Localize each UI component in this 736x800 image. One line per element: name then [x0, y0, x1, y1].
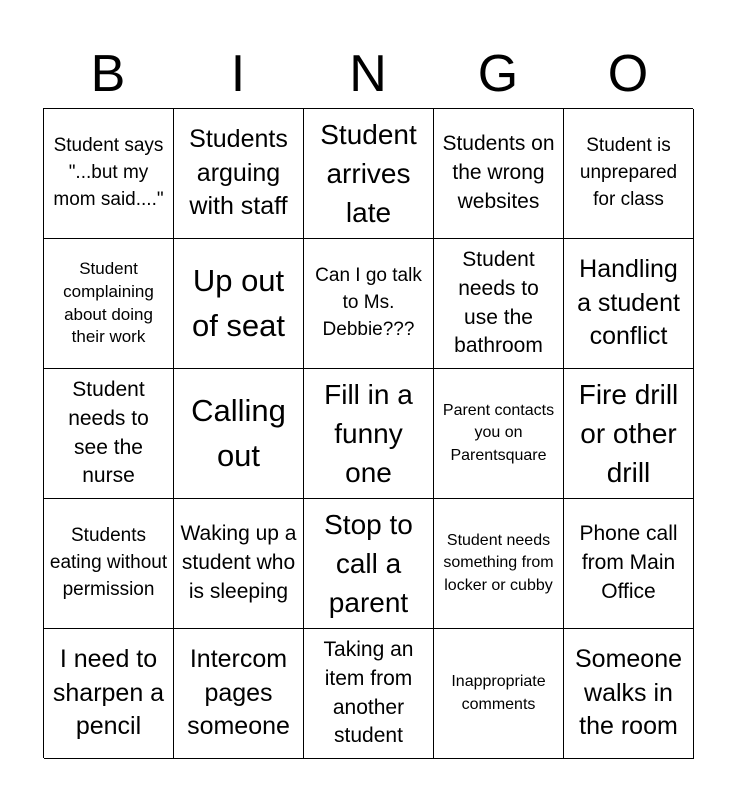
cell-text: Intercom pages someone: [187, 644, 290, 741]
bingo-cell[interactable]: [174, 109, 304, 239]
cell-text: Can I go talk to Ms. Debbie???: [315, 265, 422, 340]
cell-text: I need to sharpen a pencil: [52, 644, 165, 741]
cell-text: Student needs to use the bathroom: [454, 247, 543, 358]
bingo-cell[interactable]: [304, 239, 434, 369]
cell-text: Fill in a funny one: [324, 378, 413, 489]
bingo-cell[interactable]: [174, 369, 304, 499]
bingo-cell[interactable]: [44, 629, 174, 759]
bingo-cell[interactable]: [44, 109, 174, 239]
cell-text: Student needs something from locker or cubby: [443, 532, 554, 594]
bingo-cell[interactable]: [434, 499, 564, 629]
bingo-cell[interactable]: [434, 109, 564, 239]
cell-text: Student says "...but my mom said....": [53, 135, 164, 210]
cell-text: Calling out: [191, 393, 286, 473]
cell-text: Student is unprepared for class: [579, 135, 678, 210]
cell-text: Students eating without permission: [49, 525, 168, 600]
header-letter-o: O: [607, 45, 649, 103]
bingo-cell[interactable]: [564, 109, 694, 239]
bingo-cell[interactable]: [304, 369, 434, 499]
header-letter-n: N: [349, 45, 387, 103]
cell-text: Phone call from Main Office: [579, 522, 678, 603]
bingo-cell[interactable]: [564, 499, 694, 629]
cell-text: Someone walks in the room: [574, 644, 683, 741]
bingo-cell[interactable]: [564, 369, 694, 499]
cell-text: Fire drill or other drill: [578, 378, 679, 489]
cell-text: Up out of seat: [191, 263, 286, 343]
bingo-cell[interactable]: [44, 239, 174, 369]
header-letter-b: B: [90, 45, 126, 103]
bingo-board: [43, 108, 693, 758]
cell-text: Parent contacts you on Parentsquare: [442, 402, 555, 464]
bingo-cell[interactable]: [564, 239, 694, 369]
bingo-cell[interactable]: [174, 499, 304, 629]
cell-text: Stop to call a parent: [324, 508, 413, 619]
cell-text: Inappropriate comments: [451, 673, 546, 713]
cell-text: Student arrives late: [320, 118, 417, 229]
bingo-cell[interactable]: [174, 239, 304, 369]
bingo-cell[interactable]: [304, 499, 434, 629]
cell-text: Student complaining about doing their work: [63, 258, 154, 347]
bingo-header: [43, 40, 693, 108]
bingo-cell[interactable]: [434, 629, 564, 759]
bingo-cell[interactable]: [174, 629, 304, 759]
bingo-cell[interactable]: [44, 499, 174, 629]
bingo-cell[interactable]: [434, 369, 564, 499]
cell-text: Student needs to see the nurse: [68, 377, 149, 488]
bingo-cell[interactable]: [44, 369, 174, 499]
header-letter-i: I: [230, 45, 246, 103]
header-letter-g: G: [477, 45, 519, 103]
bingo-cell[interactable]: [564, 629, 694, 759]
cell-text: Handling a student conflict: [577, 254, 680, 351]
cell-text: Students arguing with staff: [189, 124, 288, 221]
cell-text: Students on the wrong websites: [442, 132, 555, 213]
bingo-cell[interactable]: [304, 629, 434, 759]
cell-text: Taking an item from another student: [323, 637, 414, 748]
bingo-cell[interactable]: [304, 109, 434, 239]
bingo-cell[interactable]: [434, 239, 564, 369]
cell-text: Waking up a student who is sleeping: [180, 522, 297, 603]
